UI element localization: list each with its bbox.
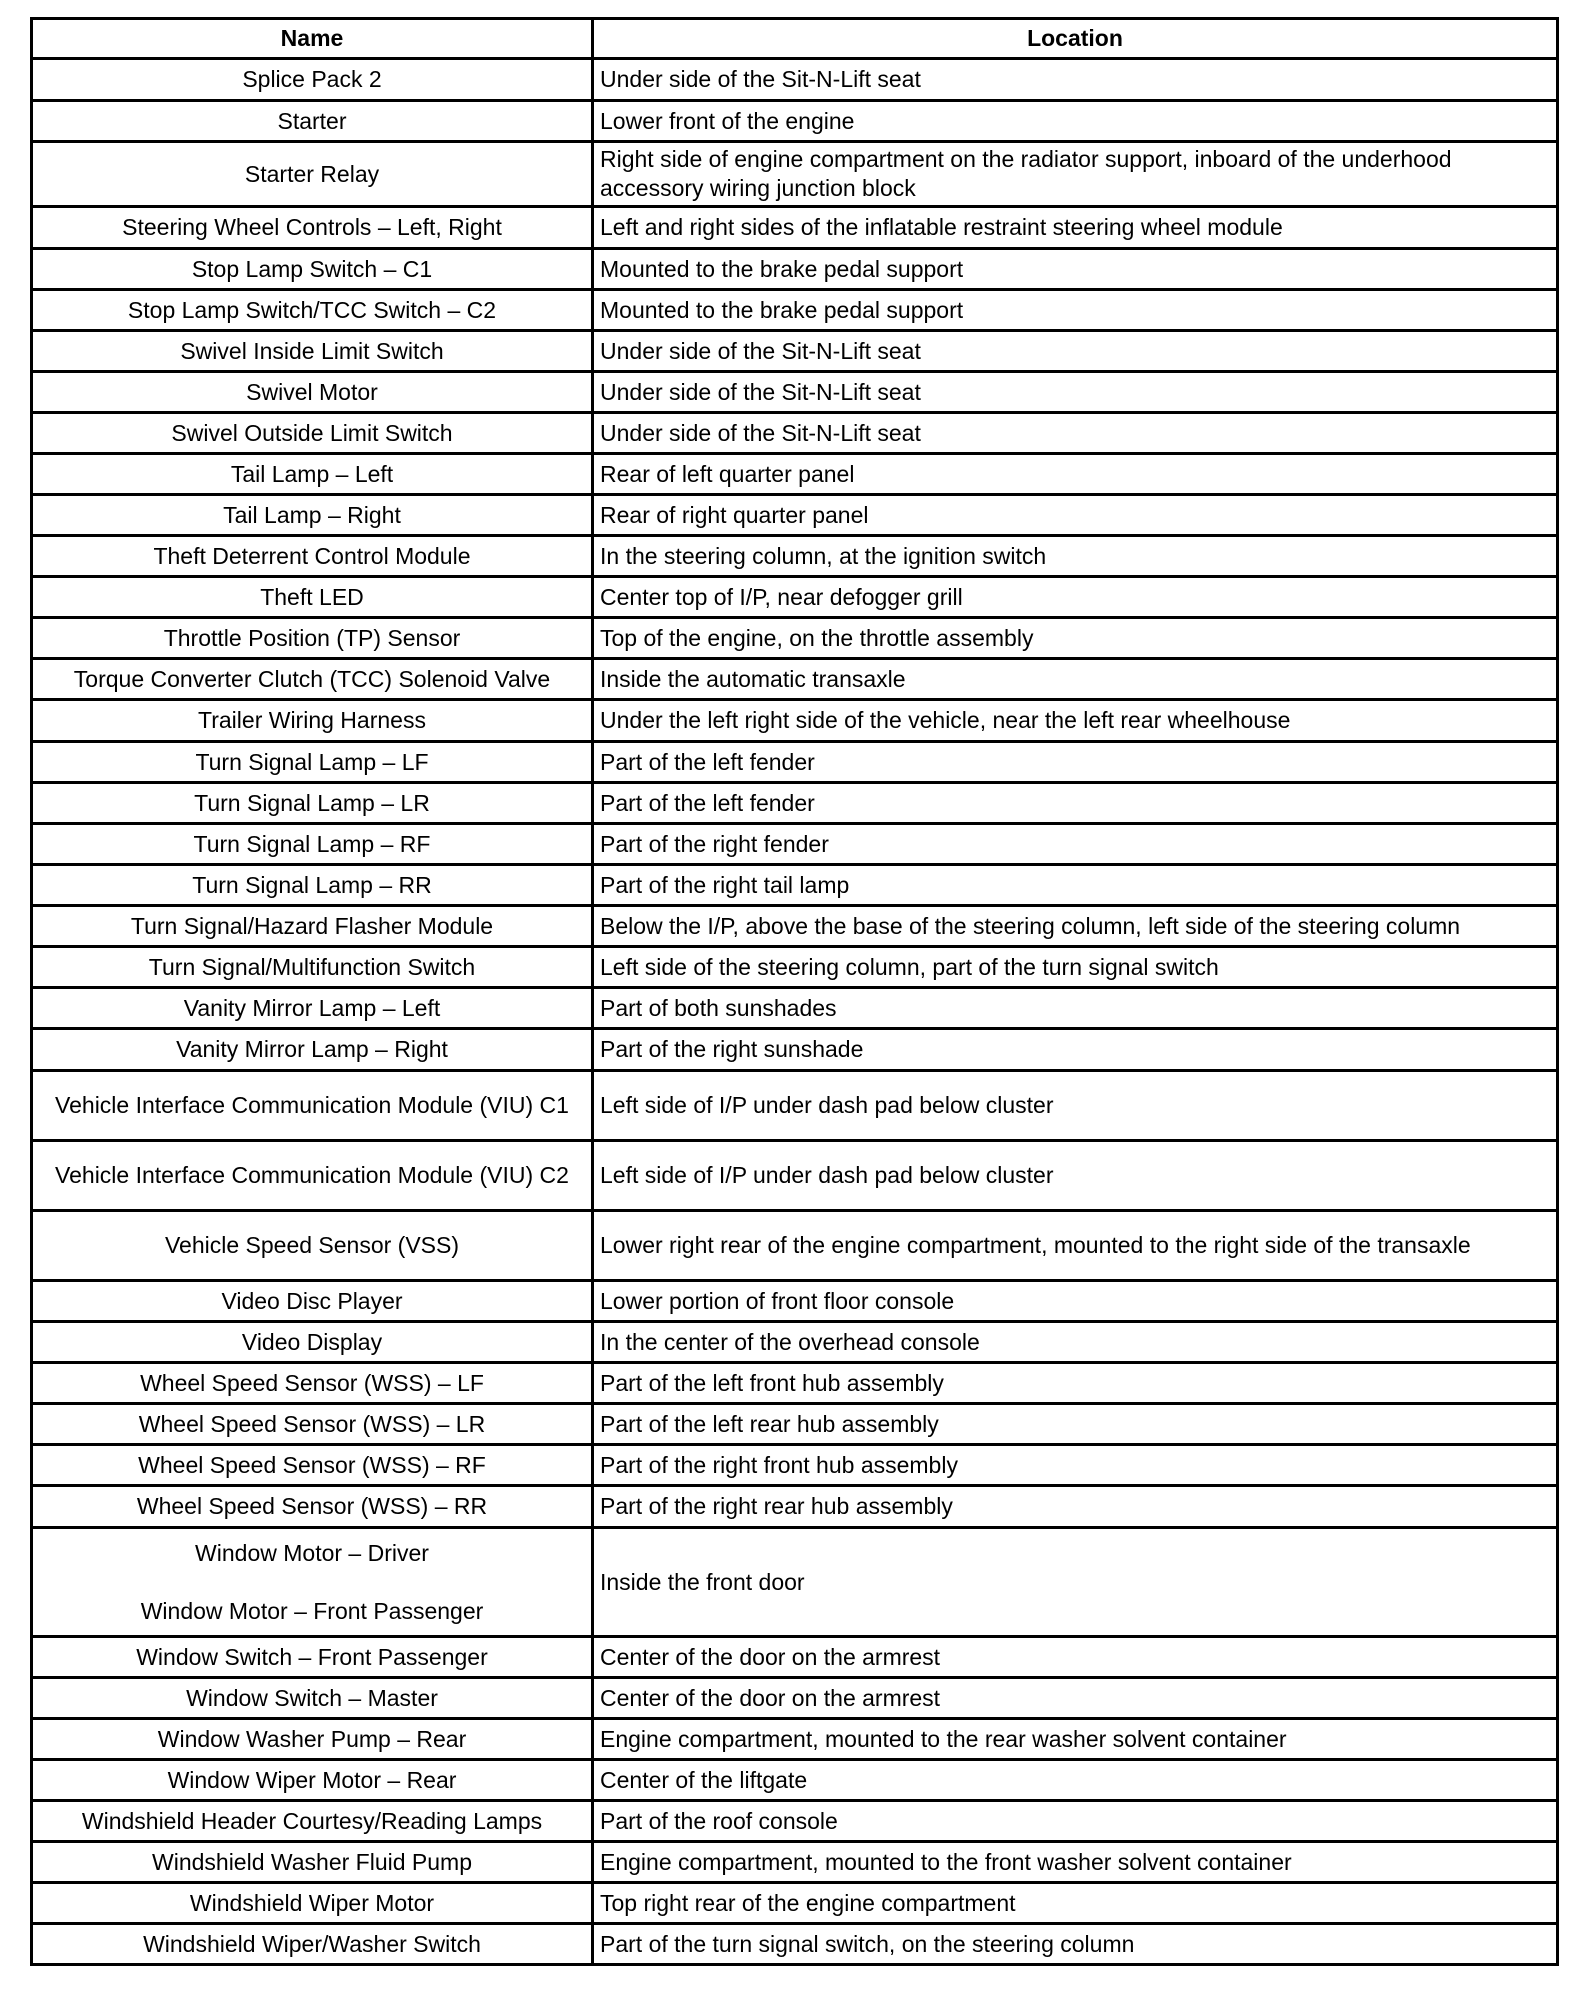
component-name: Theft Deterrent Control Module: [153, 542, 471, 569]
table-row: [32, 331, 1558, 372]
component-location: In the steering column, at the ignition switch: [593, 536, 1558, 577]
component-name: Swivel Motor: [246, 378, 378, 405]
table-row: [32, 1071, 1558, 1141]
table-row: [32, 1281, 1558, 1322]
table-row: [32, 906, 1558, 947]
table-row: [32, 1637, 1558, 1678]
name-column-header: Name: [32, 19, 593, 59]
component-name-cell: [32, 1322, 593, 1363]
component-name-cell: [32, 1404, 593, 1445]
component-name: Vehicle Speed Sensor (VSS): [164, 1232, 460, 1258]
component-name: Tail Lamp – Left: [230, 460, 394, 487]
component-name-cell: [32, 1760, 593, 1801]
component-location: Left side of I/P under dash pad below cluster: [593, 1141, 1558, 1211]
component-location: Center top of I/P, near defogger grill: [593, 577, 1558, 618]
table-row: [32, 1486, 1558, 1528]
table-row: [32, 1141, 1558, 1211]
table-row: [32, 577, 1558, 618]
component-name: Tail Lamp – Right: [223, 501, 401, 528]
component-name-cell: [32, 1445, 593, 1486]
component-name: Stop Lamp Switch/TCC Switch – C2: [127, 296, 497, 323]
component-name-cell: [32, 1924, 593, 1965]
header-row: [32, 19, 1558, 59]
table-row: [32, 249, 1558, 290]
component-name: Windshield Washer Fluid Pump: [152, 1848, 472, 1875]
component-name-cell: [32, 906, 593, 947]
line-gap: [39, 1568, 585, 1597]
component-name-cell: [32, 1801, 593, 1842]
component-name-cell: [32, 1842, 593, 1883]
table-row: [32, 700, 1558, 742]
component-name-cell: [32, 742, 593, 783]
table-row: [32, 1924, 1558, 1965]
component-location: Top right rear of the engine compartment: [593, 1883, 1558, 1924]
component-location: Inside the front door: [593, 1528, 1558, 1637]
component-location: Mounted to the brake pedal support: [593, 290, 1558, 331]
table-row: [32, 290, 1558, 331]
component-location: Part of the left rear hub assembly: [593, 1404, 1558, 1445]
table-row: [32, 988, 1558, 1029]
table-row: [32, 947, 1558, 988]
component-name-cell: [32, 495, 593, 536]
component-name-cell: [32, 1486, 593, 1528]
component-location: Inside the automatic transaxle: [593, 659, 1558, 700]
table-row: [32, 824, 1558, 865]
component-name-cell: [32, 577, 593, 618]
table-body: [32, 59, 1558, 1965]
component-location: Part of the right rear hub assembly: [593, 1486, 1558, 1528]
component-name: Stop Lamp Switch – C1: [191, 255, 433, 282]
table-row: [32, 1029, 1558, 1071]
component-name-cell: [32, 824, 593, 865]
component-location: Engine compartment, mounted to the front washer solvent container: [593, 1842, 1558, 1883]
component-name-cell: [32, 372, 593, 413]
component-name: Windshield Header Courtesy/Reading Lamps: [81, 1807, 543, 1834]
component-name-cell: [32, 454, 593, 495]
component-name-cell: [32, 1678, 593, 1719]
component-name: Torque Converter Clutch (TCC) Solenoid Valve: [73, 665, 551, 692]
component-name: Wheel Speed Sensor (WSS) – LR: [138, 1410, 486, 1437]
component-name: Window Switch – Front Passenger: [136, 1643, 488, 1670]
component-name-cell: [32, 1211, 593, 1281]
component-name: Swivel Inside Limit Switch: [180, 337, 444, 364]
component-location: Part of the left fender: [593, 783, 1558, 824]
component-location: Under side of the Sit-N-Lift seat: [593, 331, 1558, 372]
component-location: Center of the door on the armrest: [593, 1637, 1558, 1678]
location-column-header: Location: [593, 19, 1558, 59]
component-name: Window Wiper Motor – Rear: [167, 1766, 457, 1793]
component-location: Part of the roof console: [593, 1801, 1558, 1842]
component-name: Trailer Wiring Harness: [198, 707, 426, 733]
component-name-cell: [32, 1363, 593, 1404]
table-row: [32, 1211, 1558, 1281]
table-row: [32, 865, 1558, 906]
component-name: Starter Relay: [244, 160, 380, 187]
component-name: Throttle Position (TP) Sensor: [163, 624, 461, 651]
component-name-cell: [32, 142, 593, 207]
component-name-cell: [32, 101, 593, 142]
component-location: Under the left right side of the vehicle, near the left rear wheelhouse: [593, 700, 1558, 742]
component-name: Vehicle Interface Communication Module (VIU) C2: [55, 1162, 569, 1188]
table-row: [32, 101, 1558, 142]
component-name-cell: [32, 59, 593, 101]
component-location: Rear of right quarter panel: [593, 495, 1558, 536]
component-location: Under side of the Sit-N-Lift seat: [593, 372, 1558, 413]
component-name: Vehicle Interface Communication Module (VIU) C1: [55, 1092, 569, 1118]
component-name-cell: [32, 1528, 593, 1637]
table-row: [32, 142, 1558, 207]
component-name-cell: [32, 1637, 593, 1678]
component-name-cell: [32, 865, 593, 906]
component-location: Part of the left front hub assembly: [593, 1363, 1558, 1404]
component-name-cell: [32, 1281, 593, 1322]
component-name: Swivel Outside Limit Switch: [171, 419, 453, 446]
table-row: [32, 454, 1558, 495]
component-name: Theft LED: [260, 583, 364, 610]
component-name-cell: [32, 331, 593, 372]
component-name: Turn Signal Lamp – LF: [195, 748, 429, 775]
component-location: Part of the right tail lamp: [593, 865, 1558, 906]
component-location: Center of the liftgate: [593, 1760, 1558, 1801]
component-name: Turn Signal Lamp – LR: [194, 789, 430, 816]
component-name: Window Motor – Driver: [195, 1539, 429, 1566]
component-location: Left side of I/P under dash pad below cluster: [593, 1071, 1558, 1141]
component-location: Part of the right front hub assembly: [593, 1445, 1558, 1486]
table-row: [32, 495, 1558, 536]
component-name: Wheel Speed Sensor (WSS) – LF: [140, 1369, 484, 1396]
component-location: Left and right sides of the inflatable restraint steering wheel module: [593, 207, 1558, 249]
component-location: Lower front of the engine: [593, 101, 1558, 142]
component-name: Wheel Speed Sensor (WSS) – RR: [136, 1493, 488, 1519]
table-row: [32, 659, 1558, 700]
component-name: Window Motor – Front Passenger: [140, 1597, 484, 1624]
component-name: Video Display: [241, 1328, 383, 1355]
component-location: Part of the right sunshade: [593, 1029, 1558, 1071]
table-row: [32, 783, 1558, 824]
table-row: [32, 413, 1558, 454]
component-location: Part of the left fender: [593, 742, 1558, 783]
component-name: Vanity Mirror Lamp – Left: [183, 994, 441, 1021]
table-row: [32, 1801, 1558, 1842]
component-name: Window Washer Pump – Rear: [157, 1725, 467, 1752]
component-location: Top of the engine, on the throttle assembly: [593, 618, 1558, 659]
component-location: Below the I/P, above the base of the steering column, left side of the steering column: [593, 906, 1558, 947]
component-name-cell: [32, 413, 593, 454]
component-name-cell: [32, 290, 593, 331]
table-row: [32, 1883, 1558, 1924]
component-name: Turn Signal/Multifunction Switch: [148, 953, 476, 980]
component-name: Vanity Mirror Lamp – Right: [176, 1036, 448, 1062]
table-row: [32, 59, 1558, 101]
component-name: Video Disc Player: [221, 1287, 403, 1314]
component-name: Windshield Wiper/Washer Switch: [143, 1930, 481, 1957]
component-name-cell: [32, 1719, 593, 1760]
component-name-cell: [32, 1883, 593, 1924]
component-location: Under side of the Sit-N-Lift seat: [593, 59, 1558, 101]
component-name: Turn Signal/Hazard Flasher Module: [130, 912, 494, 939]
table-row: [32, 1404, 1558, 1445]
component-name: Windshield Wiper Motor: [189, 1889, 435, 1916]
component-name: Splice Pack 2: [242, 66, 382, 92]
component-location: Lower portion of front floor console: [593, 1281, 1558, 1322]
component-name-cell: [32, 207, 593, 249]
table-row: [32, 618, 1558, 659]
table-row: [32, 1322, 1558, 1363]
component-name: Turn Signal Lamp – RF: [193, 830, 431, 857]
component-location: Under side of the Sit-N-Lift seat: [593, 413, 1558, 454]
component-location: Part of the turn signal switch, on the steering column: [593, 1924, 1558, 1965]
component-name: Starter: [277, 107, 347, 134]
table-row: [32, 1445, 1558, 1486]
table-row: [32, 536, 1558, 577]
component-name-cell: [32, 700, 593, 742]
component-location: In the center of the overhead console: [593, 1322, 1558, 1363]
component-name-cell: [32, 1071, 593, 1141]
component-name-cell: [32, 1029, 593, 1071]
component-location: Mounted to the brake pedal support: [593, 249, 1558, 290]
component-name-cell: [32, 783, 593, 824]
component-location: Part of the right fender: [593, 824, 1558, 865]
component-location: Rear of left quarter panel: [593, 454, 1558, 495]
component-name-cell: [32, 988, 593, 1029]
table-row: [32, 1760, 1558, 1801]
component-name: Steering Wheel Controls – Left, Right: [122, 214, 502, 240]
component-name-cell: [32, 1141, 593, 1211]
component-location: Right side of engine compartment on the radiator support, inboard of the underhood accessory wiring junction block: [593, 142, 1558, 207]
component-name-cell: [32, 947, 593, 988]
table-row: [32, 372, 1558, 413]
component-name-cell: [32, 536, 593, 577]
component-location: Left side of the steering column, part of the turn signal switch: [593, 947, 1558, 988]
table-row: [32, 742, 1558, 783]
table-row: [32, 1719, 1558, 1760]
component-location: Center of the door on the armrest: [593, 1678, 1558, 1719]
component-name-cell: [32, 618, 593, 659]
component-location: Part of both sunshades: [593, 988, 1558, 1029]
table-row: [32, 1678, 1558, 1719]
component-name: Wheel Speed Sensor (WSS) – RF: [138, 1451, 486, 1478]
component-name: Window Switch – Master: [186, 1684, 438, 1711]
table-row: [32, 1363, 1558, 1404]
component-name-cell: [32, 659, 593, 700]
component-location: Engine compartment, mounted to the rear washer solvent container: [593, 1719, 1558, 1760]
table-row: [32, 1528, 1558, 1637]
component-name: Turn Signal Lamp – RR: [192, 871, 432, 898]
component-name-cell: [32, 249, 593, 290]
table-row: [32, 207, 1558, 249]
component-location-table: [30, 17, 1559, 1966]
component-location: Lower right rear of the engine compartment, mounted to the right side of the transaxle: [593, 1211, 1558, 1281]
table-row: [32, 1842, 1558, 1883]
